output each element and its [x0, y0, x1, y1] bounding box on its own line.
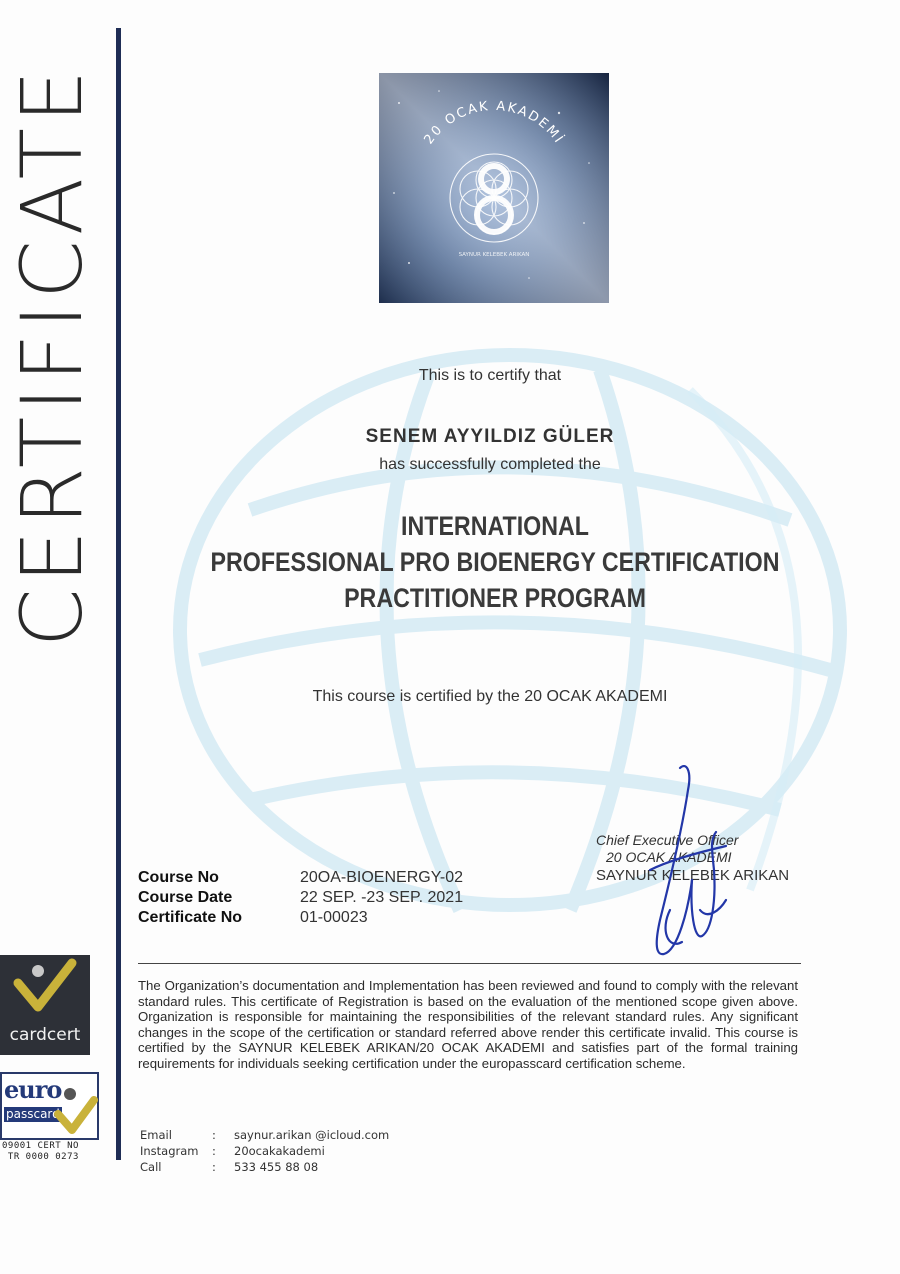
detail-label: Course No: [138, 869, 219, 886]
euro-sub: passcard: [6, 1107, 60, 1121]
detail-row: [138, 868, 463, 888]
contact-key: Instagram: [140, 1144, 199, 1158]
contact-row: [140, 1159, 389, 1175]
detail-value: 01-00023: [300, 909, 368, 926]
detail-value: 20OA-BIOENERGY-02: [300, 869, 464, 886]
signatory-title: Chief Executive Officer: [596, 832, 739, 848]
contact-email: saynur.arikan @icloud.com: [234, 1128, 390, 1142]
detail-label: Course Date: [138, 889, 233, 906]
contact-instagram: 20ocakakademi: [234, 1144, 325, 1158]
detail-row: [138, 888, 463, 908]
recipient-name: SENEM AYYILDIZ GÜLER: [365, 426, 615, 447]
completed-line: has successfully completed the: [379, 456, 601, 473]
contact-info: [140, 1127, 389, 1175]
logo-sub-text: SAYNUR KELEBEK ARIKAN: [458, 252, 530, 258]
program-title-line: INTERNATIONAL: [401, 511, 589, 541]
course-details: [138, 868, 463, 928]
euro-word: euro: [4, 1075, 62, 1104]
contact-phone: 533 455 88 08: [234, 1160, 319, 1174]
detail-row: [138, 908, 463, 928]
certified-by-line: This course is certified by the 20 OCAK AKADEMI: [312, 688, 668, 705]
europasscard-badge: [0, 1072, 99, 1140]
contact-row: [140, 1127, 389, 1143]
section-divider: [138, 963, 801, 964]
contact-key: Call: [140, 1160, 162, 1174]
program-title-line: PRACTITIONER PROGRAM: [344, 583, 646, 613]
contact-key: Email: [140, 1128, 172, 1142]
signatory-org: 20 OCAK AKADEMI: [606, 849, 732, 865]
contact-sep: :: [212, 1160, 216, 1174]
side-title: CERTIFICATE: [3, 64, 101, 648]
checkmark-icon: [52, 1084, 98, 1138]
side-accent-rule: [116, 28, 121, 1160]
logo-arc-text: 20 OCAK AKADEMİ: [421, 98, 567, 148]
handwritten-signature: [630, 760, 750, 965]
disclaimer-text: The Organization’s documentation and Implementation has been reviewed and found to comply with the relevant standard rules. This certificate of Registration is based on the evaluation of the mentioned scope given above. Organization is responsible for maintaining the responsibilities of the relevant standard rules. Any significant changes in the scope of the certification or standard referred above render this certificate invalid. This course is certified by the SAYNUR KELEBEK ARIKAN/20 OCAK AKADEMI and satisfies part of the formal training requirements for individuals seeking certification under the europasscard certification scheme.: [138, 978, 798, 1071]
program-title-line: PROFESSIONAL PRO BIOENERGY CERTIFICATION: [210, 547, 780, 577]
checkmark-icon: [0, 955, 90, 1025]
detail-value: 22 SEP. -23 SEP. 2021: [300, 889, 464, 906]
program-title: [198, 508, 791, 616]
contact-sep: :: [212, 1128, 216, 1142]
academy-logo: [379, 73, 609, 303]
cardcert-badge: [0, 955, 90, 1055]
certify-line: This is to certify that: [418, 367, 562, 384]
contact-sep: :: [212, 1144, 216, 1158]
contact-row: [140, 1143, 389, 1159]
iso-cert-number: 09001 CERT NO TR 0000 0273: [2, 1141, 79, 1162]
detail-label: Certificate No: [138, 909, 243, 926]
cardcert-label: cardcert: [9, 1025, 81, 1045]
signatory-name: SAYNUR KELEBEK ARIKAN: [596, 867, 790, 884]
